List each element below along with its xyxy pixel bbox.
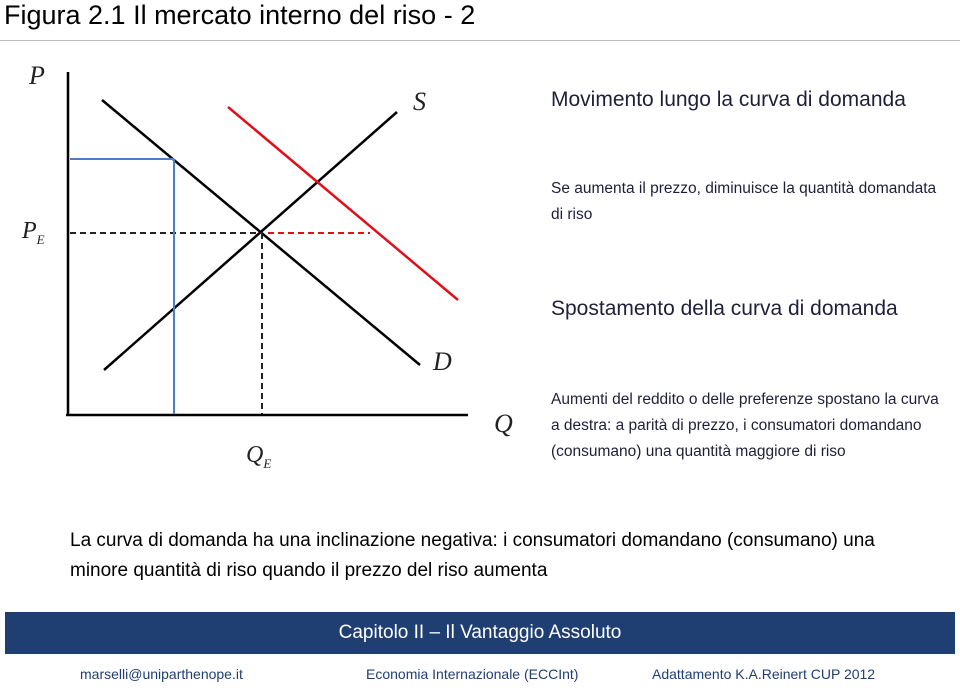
movement-heading: Movimento lungo la curva di domanda xyxy=(551,88,906,111)
footer-course: Economia Internazionale (ECCInt) xyxy=(366,666,579,682)
pe-subscript: E xyxy=(36,232,45,247)
demand-slope-explanation: La curva di domanda ha una inclinazione negativa: i consumatori domandano (consumano) una minore quantità di riso quando il prezzo del riso aumenta xyxy=(70,530,875,581)
supply-curve xyxy=(104,112,397,370)
slide-title: Figura 2.1 Il mercato interno del riso - 2 xyxy=(4,0,476,30)
supply-curve-label: S xyxy=(413,87,426,116)
qe-main: Q xyxy=(246,442,264,468)
footer-email: marselli@uniparthenope.it xyxy=(80,666,243,682)
movement-description: Se aumenta il prezzo, diminuisce la quantità domandata di riso xyxy=(551,180,937,223)
equilibrium-price-label xyxy=(21,218,45,247)
shift-description: Aumenti del reddito o delle preferenze spostano la curva a destra: a parità di prezzo, i consumatori domandano (consumano) una quantità maggiore di riso xyxy=(551,391,939,460)
footer-bar xyxy=(5,612,955,654)
shifted-demand-curve xyxy=(228,107,458,300)
pe-main: P xyxy=(22,218,37,244)
demand-curve-label: D xyxy=(433,347,452,376)
shift-heading: Spostamento della curva di domanda xyxy=(551,297,898,320)
price-axis-label: P xyxy=(29,61,45,90)
qe-subscript: E xyxy=(263,456,272,471)
quantity-axis-label: Q xyxy=(494,409,513,438)
footer-credit: Adattamento K.A.Reinert CUP 2012 xyxy=(652,666,876,682)
chapter-title: Capitolo II – Il Vantaggio Assoluto xyxy=(338,622,622,643)
equilibrium-quantity-label xyxy=(246,442,271,471)
